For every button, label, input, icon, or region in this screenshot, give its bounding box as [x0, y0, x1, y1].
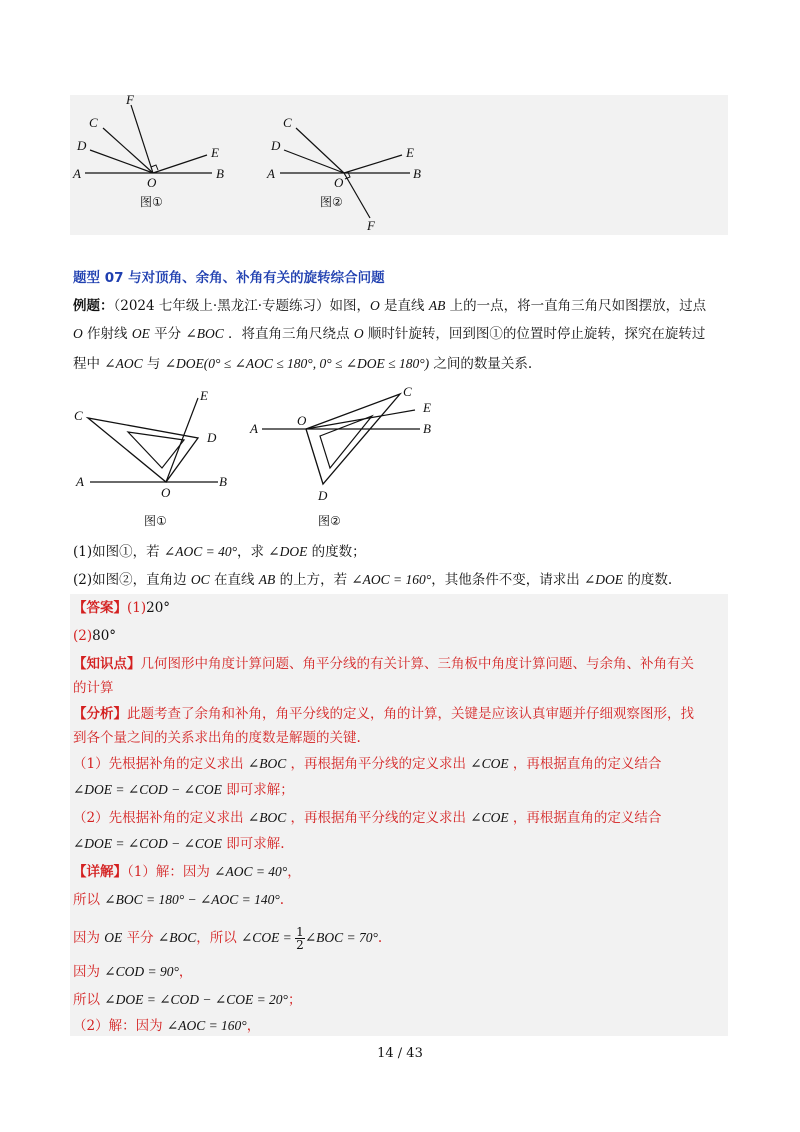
math: ∠COD = 90°	[104, 964, 179, 979]
label-A-mid1: A	[76, 474, 84, 489]
text: ，再根据直角的定义结合	[508, 810, 662, 826]
label-F-2: F	[367, 218, 375, 233]
math: ∠DOE = ∠COD − ∠COE = 20°	[104, 992, 288, 1007]
label-D-2: D	[271, 138, 281, 153]
math: ∠BOC	[247, 810, 287, 825]
math: O	[353, 326, 364, 341]
label-A-2: A	[267, 166, 275, 181]
text: ，所以	[196, 930, 241, 946]
math: OE	[104, 930, 123, 945]
label-O-mid1: O	[161, 485, 171, 500]
text: 此题考查了余角和补角，角平分线的定义，角的计算，关键是应该认真审题并仔细观察图形，找	[127, 706, 694, 722]
text: 在直线	[209, 572, 259, 588]
text: 是直线	[379, 298, 429, 314]
math: ∠BOC = 180° − ∠AOC = 140°	[104, 892, 280, 907]
text: 程中	[73, 356, 105, 372]
text: 因为	[73, 930, 105, 946]
analysis-p1-line-2	[73, 780, 294, 800]
caption-mid1: 图①	[144, 514, 167, 528]
math: O	[73, 326, 83, 341]
caption-mid2: 图②	[318, 514, 341, 528]
detail-line-5	[73, 990, 301, 1010]
ray-OE-mid1	[166, 398, 198, 482]
text: ；	[287, 992, 302, 1008]
text: 顺时针旋转，回到图①的位置时停止旋转，探究在旋转过	[363, 326, 706, 342]
triangle-inner-mid2	[320, 416, 372, 468]
analysis-label: 【分析】	[73, 706, 127, 722]
text: ，	[246, 1018, 261, 1034]
knowledge-label: 【知识点】	[73, 656, 141, 672]
text: （1）解：因为	[127, 864, 215, 880]
math: ∠DOE = ∠COD − ∠COE	[73, 782, 222, 797]
label-B-mid1: B	[219, 474, 227, 489]
text: （2024 七年级上·黑龙江·专题练习）如图，	[113, 298, 370, 314]
math: ∠DOE = ∠COD − ∠COE	[73, 836, 222, 851]
math: ∠DOE	[584, 572, 624, 587]
text: 作射线	[82, 326, 132, 342]
text: 即可求解.	[221, 836, 285, 852]
text: 的度数；	[307, 544, 366, 560]
label-A-mid2: A	[250, 421, 258, 436]
triangle-inner-mid1	[128, 432, 184, 468]
math: ∠AOC = 40°	[163, 544, 237, 559]
knowledge-line-1	[73, 654, 694, 674]
label-B: B	[216, 166, 224, 181]
detail-line-4	[73, 962, 192, 982]
analysis-p2-line-2	[73, 834, 285, 854]
label-E-mid1: E	[200, 388, 208, 403]
math: OC	[190, 572, 210, 587]
answer-value-2: 80°	[92, 628, 117, 644]
detail-label: 【详解】	[73, 864, 127, 880]
text: 所以	[73, 892, 105, 908]
label-O: O	[147, 175, 157, 190]
text: ，求	[237, 544, 269, 560]
text: （1）先根据补角的定义求出	[73, 756, 248, 772]
label-C-mid2: C	[403, 384, 412, 399]
text: 即可求解；	[221, 782, 294, 798]
math: ∠BOC	[157, 930, 197, 945]
math: ∠DOE	[268, 544, 308, 559]
triangle-outer-mid1	[88, 418, 198, 482]
text: （2）先根据补角的定义求出	[73, 810, 248, 826]
text: 的上方，若	[275, 572, 352, 588]
detail-line-6	[73, 1016, 260, 1036]
text: ，再根据角平分线的定义求出	[286, 756, 471, 772]
example-label: 例题：	[73, 298, 114, 314]
page-number: 14 / 43	[377, 1046, 423, 1061]
math: ∠BOC = 70°	[304, 930, 378, 945]
label-F: F	[126, 92, 134, 107]
label-B-mid2: B	[423, 421, 431, 436]
text: ，再根据角平分线的定义求出	[286, 810, 471, 826]
knowledge-line-2: 的计算	[73, 680, 114, 696]
math: ∠DOE	[164, 356, 204, 371]
analysis-p1-line-1	[73, 754, 661, 774]
math: AB	[258, 572, 276, 587]
label-E: E	[211, 145, 219, 160]
fraction-denominator: 2	[296, 938, 304, 952]
figure-middle	[0, 0, 800, 540]
text: (2)	[73, 628, 93, 644]
text: ，	[178, 964, 193, 980]
answer-value-1: 20°	[146, 600, 171, 616]
detail-line-2	[73, 890, 284, 910]
question-2	[73, 570, 672, 590]
math: OE	[131, 326, 150, 341]
text: 平分	[149, 326, 186, 342]
math: AB	[428, 298, 446, 313]
caption-fig2: 图②	[320, 195, 343, 209]
ray-OE-mid2	[306, 410, 415, 429]
label-C-2: C	[283, 115, 292, 130]
label-C-mid1: C	[74, 408, 83, 423]
text: 的度数.	[623, 572, 673, 588]
analysis-p2-line-1	[73, 808, 661, 828]
text: ，	[287, 864, 301, 880]
label-E-2: E	[406, 145, 414, 160]
label-C: C	[89, 115, 98, 130]
label-B-2: B	[413, 166, 421, 181]
label-O-2: O	[334, 175, 344, 190]
question-1	[73, 542, 366, 562]
text: 与	[142, 356, 165, 372]
label-E-mid2: E	[423, 400, 431, 415]
math: ∠AOC = 40°	[214, 864, 288, 879]
detail-line-1	[73, 862, 301, 882]
analysis-line-1	[73, 704, 694, 724]
math: ∠AOC = 160°	[166, 1018, 247, 1033]
text: 因为	[73, 964, 105, 980]
text: 之间的数量关系.	[429, 356, 533, 372]
label-D-mid1: D	[207, 430, 217, 445]
label-O-mid2: O	[297, 413, 307, 428]
text: 几何图形中角度计算问题、角平分线的有关计算、三角板中角度计算问题、与余角、补角有关	[140, 656, 694, 672]
math: ∠BOC	[185, 326, 224, 341]
caption-fig1: 图①	[140, 195, 163, 209]
answer-line-1	[73, 598, 170, 618]
text: (1)	[127, 600, 147, 616]
math: O	[369, 298, 380, 313]
text: (1)如图①，若	[73, 544, 164, 560]
math: ∠COE	[470, 810, 509, 825]
math: ∠BOC	[247, 756, 287, 771]
math: ∠AOC = 160°	[351, 572, 432, 587]
text: .	[279, 892, 285, 908]
fraction-one-half	[295, 926, 305, 951]
text: 所以	[73, 992, 105, 1008]
analysis-line-2: 到各个量之间的关系求出角的度数是解题的关键.	[73, 730, 361, 746]
math: ∠COE	[470, 756, 509, 771]
answer-line-2	[73, 626, 116, 646]
detail-line-3	[73, 926, 382, 951]
math: (0° ≤ ∠AOC ≤ 180°, 0° ≤ ∠DOE ≤ 180°)	[203, 356, 430, 371]
label-D: D	[77, 138, 87, 153]
fraction-numerator: 1	[296, 925, 304, 939]
text: （2）解：因为	[73, 1018, 167, 1034]
label-A: A	[73, 166, 81, 181]
answer-label: 【答案】	[73, 600, 127, 616]
text: .	[377, 930, 383, 946]
text: 上的一点，将一直角三角尺如图摆放，过点	[445, 298, 707, 314]
section-title: 题型 07 与对顶角、余角、补角有关的旋转综合问题	[73, 270, 385, 286]
text: ，再根据直角的定义结合	[508, 756, 662, 772]
text: 平分	[122, 930, 158, 946]
math: ∠AOC	[104, 356, 143, 371]
math: ∠COE =	[241, 930, 296, 945]
text: ．将直角三角尺绕点	[223, 326, 354, 342]
text: (2)如图②，直角边	[73, 572, 191, 588]
label-D-mid2: D	[318, 488, 328, 503]
text: ，其他条件不变，请求出	[431, 572, 584, 588]
